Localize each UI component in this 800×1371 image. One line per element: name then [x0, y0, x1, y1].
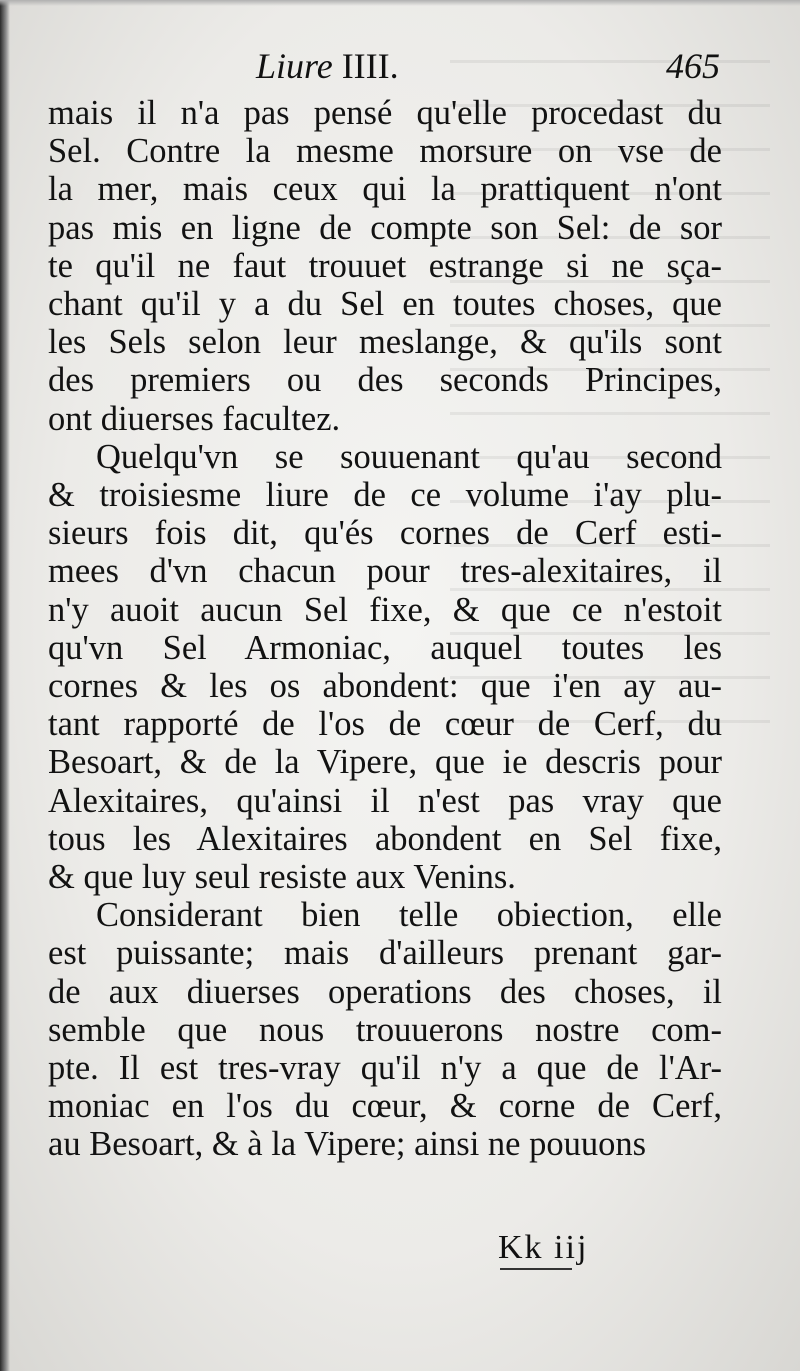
running-header [48, 42, 720, 90]
text-line: & que luy seul resiste aux Venins. [48, 858, 516, 897]
text-line: pte. Il est tres-vray qu'il n'y a que de l'Ar- [48, 1049, 722, 1088]
text-line: sieurs fois dit, qu'és cornes de Cerf esti- [48, 514, 722, 553]
paragraph [48, 438, 722, 896]
paragraph [48, 896, 722, 1163]
running-title [256, 42, 399, 90]
text-line: n'y auoit aucun Sel fixe, & que ce n'estoit [48, 590, 722, 629]
text-line: chant qu'il y a du Sel en toutes choses, que [48, 285, 722, 324]
text-line: Besoart, & de la Vipere, que ie descris pour [48, 743, 722, 782]
text-line: qu'vn Sel Armoniac, auquel toutes les [48, 628, 722, 667]
text-line: au Besoart, & à la Vipere; ainsi ne pouuons [48, 1125, 647, 1164]
text-line: mais il n'a pas pensé qu'elle procedast du [48, 94, 722, 132]
text-line: de aux diuerses operations des choses, il [48, 972, 722, 1011]
page-number: 465 [666, 46, 720, 86]
text-line: cornes & les os abondent: que i'en ay au- [48, 667, 722, 706]
page-edge-shadow [0, 0, 10, 1371]
text-line: pas mis en ligne de compte son Sel: de sor [48, 208, 722, 247]
signature-underline [500, 1268, 572, 1270]
paragraph [48, 94, 722, 438]
text-line: & troisiesme liure de ce volume i'ay plu- [48, 476, 722, 515]
running-title-word: Liure [256, 46, 333, 86]
signature-mark: Kk iij [498, 1229, 589, 1266]
text-line: Alexitaires, qu'ainsi il n'est pas vray que [48, 781, 722, 820]
running-title-numeral: IIII. [341, 46, 399, 86]
text-line: des premiers ou des seconds Principes, [48, 361, 722, 400]
text-line: ont diuerses facultez. [48, 399, 341, 438]
text-line: Quelqu'vn se souuenant qu'au second [96, 437, 722, 476]
text-line: tous les Alexitaires abondent en Sel fixe, [48, 819, 722, 858]
text-line: les Sels selon leur meslange, & qu'ils sont [48, 323, 722, 362]
text-line: semble que nous trouuerons nostre com- [48, 1010, 722, 1049]
text-line: moniac en l'os du cœur, & corne de Cerf, [48, 1087, 722, 1126]
page-top-shadow [0, 0, 800, 6]
text-line: Sel. Contre la mesme morsure on vse de [48, 132, 722, 171]
text-line: est puissante; mais d'ailleurs prenant gar- [48, 934, 722, 973]
text-line: mees d'vn chacun pour tres-alexitaires, il [48, 552, 722, 591]
text-line: tant rapporté de l'os de cœur de Cerf, du [48, 705, 722, 744]
text-line: Considerant bien telle obiection, elle [96, 896, 722, 935]
text-line: la mer, mais ceux qui la prattiquent n'ont [48, 170, 722, 209]
text-line: te qu'il ne faut trouuet estrange si ne sça- [48, 246, 722, 285]
body-text [48, 94, 722, 1164]
